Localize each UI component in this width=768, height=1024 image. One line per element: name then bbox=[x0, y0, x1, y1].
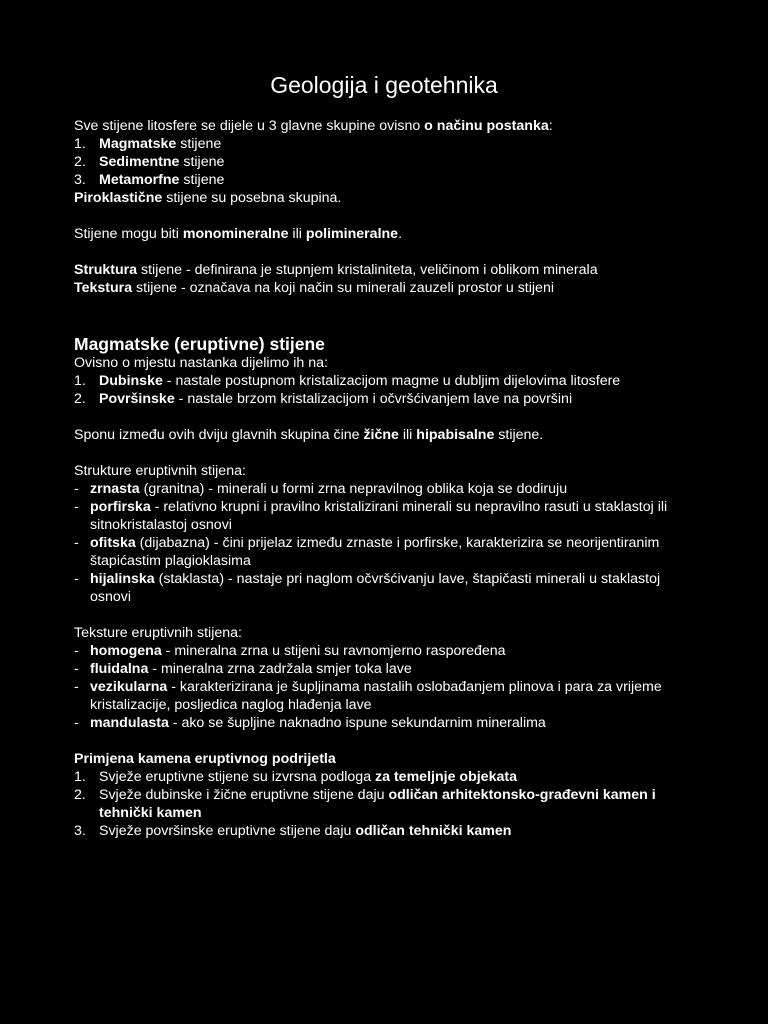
list-item bbox=[74, 822, 694, 840]
definition-text: stijene - definirana je stupnjem kristaliniteta, veličinom i oblikom minerala bbox=[137, 262, 598, 278]
usage-text: Svježe površinske eruptivne stijene daju bbox=[99, 823, 356, 839]
list-number: 2. bbox=[74, 391, 86, 407]
texture-desc: - mineralna zrna u stijeni su ravnomjerno raspoređena bbox=[161, 643, 506, 659]
list-item bbox=[74, 498, 694, 534]
list-item bbox=[74, 153, 694, 171]
definition-term: Struktura bbox=[74, 262, 138, 278]
definition-structure bbox=[74, 261, 694, 279]
texture-name: vezikularna bbox=[90, 679, 168, 695]
definition-texture bbox=[74, 279, 694, 297]
group-name: Sedimentne bbox=[99, 154, 180, 170]
mineral-text: ili bbox=[288, 226, 306, 242]
structures-heading: Strukture eruptivnih stijena: bbox=[74, 463, 246, 479]
intro-lead-text: Sve stijene litosfere se dijele u 3 glavne skupine ovisno bbox=[74, 118, 425, 134]
list-item bbox=[74, 570, 694, 606]
link-text: ili bbox=[398, 427, 417, 443]
group-name: Magmatske bbox=[99, 136, 177, 152]
list-item bbox=[74, 678, 694, 714]
list-number: 3. bbox=[74, 172, 86, 188]
section-heading: Magmatske (eruptivne) stijene bbox=[74, 334, 325, 354]
type-desc: - nastale postupnom kristalizacijom magme u dubljim dijelovima litosfere bbox=[162, 373, 621, 389]
mineral-sentence bbox=[74, 225, 694, 243]
list-number: 2. bbox=[74, 787, 86, 803]
list-dash: - bbox=[74, 571, 79, 587]
list-item bbox=[74, 786, 694, 822]
texture-name: mandulasta bbox=[90, 715, 169, 731]
texture-desc: - mineralna zrna zadržala smjer toka lave bbox=[148, 661, 412, 677]
list-item bbox=[74, 642, 694, 660]
definition-text: stijene - označava na koji način su minerali zauzeli prostor u stijeni bbox=[132, 280, 554, 296]
list-item bbox=[74, 390, 694, 408]
structure-desc: (granitna) - minerali u formi zrna nepravilnog oblika koja se dodiruju bbox=[139, 481, 568, 497]
structure-name: zrnasta bbox=[90, 481, 140, 497]
list-item bbox=[74, 372, 694, 390]
link-text: stijene. bbox=[494, 427, 544, 443]
usage-text: Svježe eruptivne stijene su izvrsna podloga bbox=[99, 769, 376, 785]
definition-term: Tekstura bbox=[74, 280, 133, 296]
usage-text: Svježe dubinske i žične eruptivne stijene daju bbox=[99, 787, 389, 803]
list-item bbox=[74, 768, 694, 786]
mineral-text: Stijene mogu biti bbox=[74, 226, 183, 242]
type-name: Dubinske bbox=[99, 373, 163, 389]
list-dash: - bbox=[74, 481, 79, 497]
magmatic-lead: Ovisno o mjestu nastanka dijelimo ih na: bbox=[74, 355, 328, 371]
pyroclastic-note bbox=[74, 189, 694, 207]
usage-heading-text: Primjena kamena eruptivnog podrijetla bbox=[74, 751, 336, 767]
intro-lead bbox=[74, 117, 694, 135]
type-name: Površinske bbox=[99, 391, 175, 407]
list-dash: - bbox=[74, 535, 79, 551]
texture-name: fluidalna bbox=[90, 661, 149, 677]
list-item bbox=[74, 534, 694, 570]
link-sentence bbox=[74, 426, 694, 444]
structure-desc: (staklasta) - nastaje pri naglom očvršćivanju lave, štapičasti minerali u staklastoj osnovi bbox=[90, 571, 661, 605]
structure-name: porfirska bbox=[90, 499, 151, 515]
structure-name: ofitska bbox=[90, 535, 136, 551]
intro-lead-bold: o načinu postanka bbox=[424, 118, 549, 134]
intro-section bbox=[74, 117, 694, 207]
list-item bbox=[74, 714, 694, 732]
list-dash: - bbox=[74, 499, 79, 515]
mineral-text: . bbox=[398, 226, 403, 242]
pyro-bold: Piroklastične bbox=[74, 190, 163, 206]
list-item bbox=[74, 480, 694, 498]
list-number: 1. bbox=[74, 136, 86, 152]
group-rest: stijene bbox=[179, 154, 225, 170]
structure-name: hijalinska bbox=[90, 571, 155, 587]
list-number: 1. bbox=[74, 769, 86, 785]
link-bold: žične bbox=[363, 427, 399, 443]
usage-bold: odličan tehnički kamen bbox=[355, 823, 512, 839]
mineral-bold: monomineralne bbox=[182, 226, 289, 242]
link-text: Sponu između ovih dviju glavnih skupina čine bbox=[74, 427, 364, 443]
list-item bbox=[74, 135, 694, 153]
intro-lead-end: : bbox=[548, 118, 553, 134]
list-number: 2. bbox=[74, 154, 86, 170]
list-number: 3. bbox=[74, 823, 86, 839]
list-dash: - bbox=[74, 643, 79, 659]
texture-desc: - ako se šupljine naknadno ispune sekundarnim mineralima bbox=[168, 715, 546, 731]
structure-desc: - relativno krupni i pravilno kristalizirani minerali su nepravilno rasuti u staklastoj ili sitnokristalastoj osnovi bbox=[90, 499, 668, 533]
group-rest: stijene bbox=[176, 136, 222, 152]
list-dash: - bbox=[74, 715, 79, 731]
usage-bold: za temeljnje objekata bbox=[375, 769, 517, 785]
list-item bbox=[74, 171, 694, 189]
usage-bold: odličan arhitektonsko-građevni kamen i tehnički kamen bbox=[99, 787, 656, 821]
mineral-bold: polimineralne bbox=[305, 226, 399, 242]
list-number: 1. bbox=[74, 373, 86, 389]
texture-desc: - karakterizirana je šupljinama nastalih oslobađanjem plinova i para za vrijeme kristalizacije, posljedica naglog hlađenja lave bbox=[90, 679, 662, 713]
list-dash: - bbox=[74, 679, 79, 695]
group-rest: stijene bbox=[179, 172, 225, 188]
group-name: Metamorfne bbox=[99, 172, 180, 188]
textures-heading: Teksture eruptivnih stijena: bbox=[74, 625, 242, 641]
list-dash: - bbox=[74, 661, 79, 677]
usage-heading bbox=[74, 750, 694, 768]
texture-name: homogena bbox=[90, 643, 162, 659]
document-title: Geologija i geotehnika bbox=[270, 72, 498, 98]
pyro-rest: stijene su posebna skupina. bbox=[162, 190, 342, 206]
type-desc: - nastale brzom kristalizacijom i očvršćivanjem lave na površini bbox=[174, 391, 573, 407]
link-bold: hipabisalne bbox=[416, 427, 495, 443]
list-item bbox=[74, 660, 694, 678]
structure-desc: (dijabazna) - čini prijelaz između zrnaste i porfirske, karakterizira se neorijentiranim štapićastim plagioklasima bbox=[90, 535, 660, 569]
